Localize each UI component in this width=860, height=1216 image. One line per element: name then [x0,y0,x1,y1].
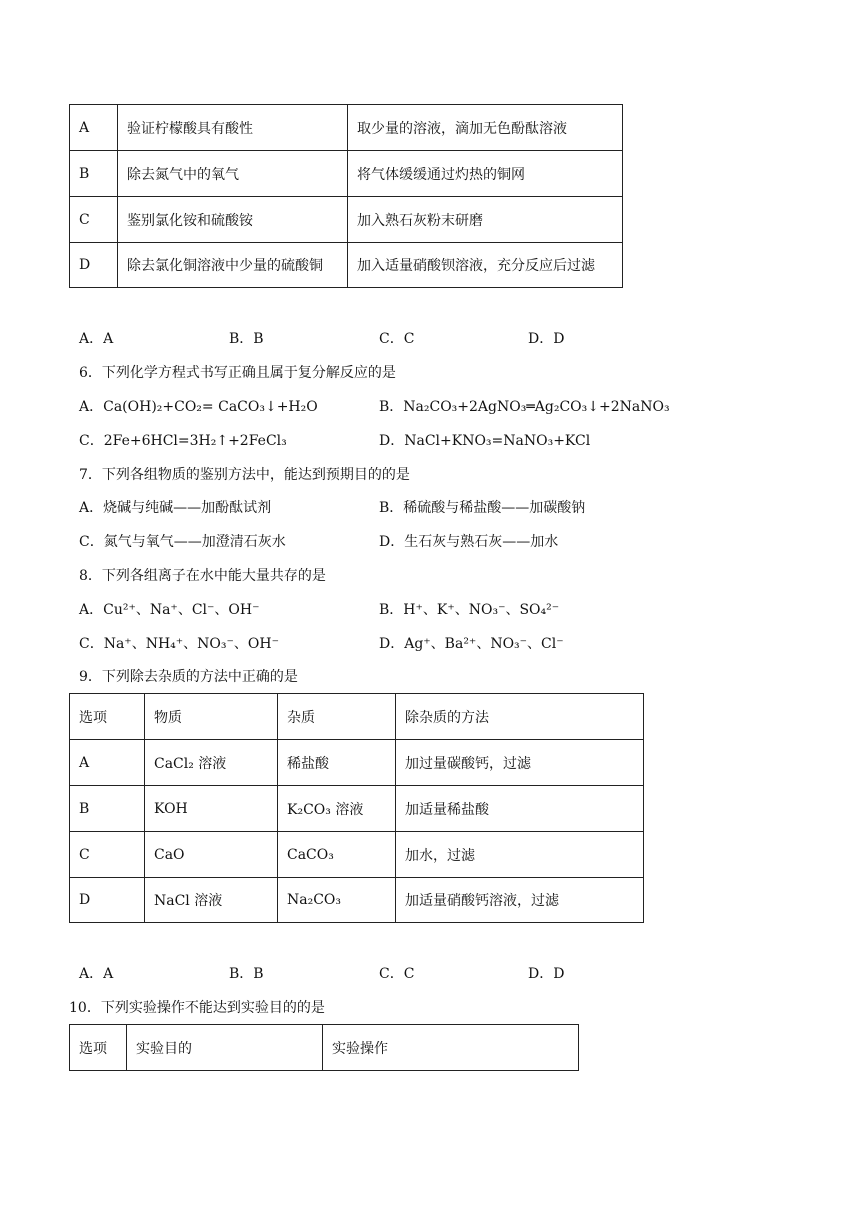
table-cell: 加水，过滤 [396,832,644,878]
table-cell: 验证柠檬酸具有酸性 [118,105,348,151]
table-row [70,105,623,151]
q5-option-c: C．C [379,331,415,347]
q9-option-d: D．D [528,966,565,982]
table-cell: 将气体缓缓通过灼热的铜网 [348,151,623,197]
q5-option-d: D．D [528,331,565,347]
table-header-cell: 物质 [145,694,278,740]
table-cell: B [70,151,118,197]
q8-option-a: A．Cu²⁺、Na⁺、Cl⁻、OH⁻ [79,602,260,618]
table-cell: CaCO₃ [278,832,396,878]
table-row [70,151,623,197]
table-cell: 加入熟石灰粉末研磨 [348,197,623,243]
table-cell: C [70,197,118,243]
q7-option-d: D．生石灰与熟石灰——加水 [379,534,559,550]
table-cell: 取少量的溶液，滴加无色酚酞溶液 [348,105,623,151]
table-cell: B [70,786,145,832]
table-cell: 加过量碳酸钙，过滤 [396,740,644,786]
table-cell: Na₂CO₃ [278,878,396,923]
table-header-row [70,1025,579,1071]
q9-table [69,693,644,923]
table-row [70,740,644,786]
table-cell: NaCl 溶液 [145,878,278,923]
table-cell: 加适量稀盐酸 [396,786,644,832]
table-cell: 加入适量硝酸钡溶液，充分反应后过滤 [348,243,623,288]
table-cell: 鉴别氯化铵和硫酸铵 [118,197,348,243]
table-row [70,786,644,832]
q8-option-b: B．H⁺、K⁺、NO₃⁻、SO₄²⁻ [379,602,560,618]
table-cell: A [70,105,118,151]
q9-option-a: A．A [79,966,114,982]
q6-stem: 6．下列化学方程式书写正确且属于复分解反应的是 [79,365,396,381]
q7-stem: 7．下列各组物质的鉴别方法中，能达到预期目的的是 [79,467,410,483]
table-cell: 加适量硝酸钙溶液，过滤 [396,878,644,923]
table-header-row [70,694,644,740]
q5-option-a: A．A [79,331,114,347]
q7-option-c: C．氮气与氧气——加澄清石灰水 [79,534,286,550]
q9-option-c: C．C [379,966,415,982]
q8-stem: 8．下列各组离子在水中能大量共存的是 [79,568,326,584]
table-row [70,197,623,243]
table-cell: CaO [145,832,278,878]
table-cell: C [70,832,145,878]
q6-option-c: C．2Fe+6HCl=3H₂↑+2FeCl₃ [79,433,287,449]
table-header-cell: 实验目的 [127,1025,323,1071]
q7-option-b: B．稀硫酸与稀盐酸——加碳酸钠 [379,500,586,516]
table-cell: 除去氮气中的氧气 [118,151,348,197]
table-row [70,243,623,288]
q7-option-a: A．烧碱与纯碱——加酚酞试剂 [79,500,272,516]
q9-option-b: B．B [229,966,264,982]
table-cell: K₂CO₃ 溶液 [278,786,396,832]
q8-option-d: D．Ag⁺、Ba²⁺、NO₃⁻、Cl⁻ [379,636,564,652]
q5-table [69,104,623,288]
q6-option-d: D．NaCl+KNO₃=NaNO₃+KCl [379,433,591,449]
table-header-cell: 选项 [70,694,145,740]
table-cell: CaCl₂ 溶液 [145,740,278,786]
table-cell: A [70,740,145,786]
table-header-cell: 杂质 [278,694,396,740]
q5-option-b: B．B [229,331,264,347]
table-cell: 稀盐酸 [278,740,396,786]
q6-option-a: A．Ca(OH)₂+CO₂= CaCO₃↓+H₂O [79,399,318,415]
q8-option-c: C．Na⁺、NH₄⁺、NO₃⁻、OH⁻ [79,636,279,652]
q10-stem: 10．下列实验操作不能达到实验目的的是 [69,1000,325,1016]
table-cell: KOH [145,786,278,832]
q10-table [69,1024,579,1071]
table-header-cell: 除杂质的方法 [396,694,644,740]
q6-option-b: B．Na₂CO₃+2AgNO₃═Ag₂CO₃↓+2NaNO₃ [379,399,670,415]
table-row [70,878,644,923]
table-header-cell: 实验操作 [323,1025,579,1071]
q9-stem: 9．下列除去杂质的方法中正确的是 [79,669,298,685]
table-row [70,832,644,878]
table-cell: 除去氯化铜溶液中少量的硫酸铜 [118,243,348,288]
table-cell: D [70,878,145,923]
table-cell: D [70,243,118,288]
table-header-cell: 选项 [70,1025,127,1071]
